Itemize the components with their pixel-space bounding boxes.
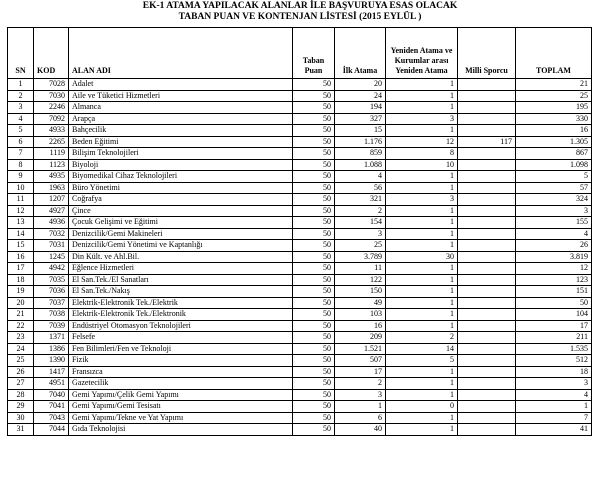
cell-alan-adi: Din Kült. ve Ahl.Bil. [69, 251, 293, 263]
table-row [8, 309, 592, 321]
table-row [8, 332, 592, 344]
cell-taban-puan: 50 [293, 378, 335, 390]
cell-kod: 7028 [34, 79, 69, 91]
cell-milli-sporcu [458, 194, 516, 206]
cell-toplam: 3.819 [516, 251, 592, 263]
cell-milli-sporcu [458, 401, 516, 413]
cell-kod: 4927 [34, 205, 69, 217]
header-yeniden-atama: Yeniden Atama ve Kurumlar arası Yeniden Atama [386, 28, 458, 79]
cell-alan-adi: Arapça [69, 113, 293, 125]
table-row [8, 90, 592, 102]
cell-ilk-atama: 25 [335, 240, 386, 252]
table-row [8, 412, 592, 424]
cell-alan-adi: Denizcilik/Gemi Makineleri [69, 228, 293, 240]
cell-taban-puan: 50 [293, 136, 335, 148]
header-ilk-atama: İlk Atama [335, 28, 386, 79]
cell-taban-puan: 50 [293, 205, 335, 217]
cell-alan-adi: Biyomedikal Cihaz Teknolojileri [69, 171, 293, 183]
cell-kod: 7030 [34, 90, 69, 102]
table-row [8, 251, 592, 263]
cell-toplam: 41 [516, 424, 592, 436]
cell-ilk-atama: 20 [335, 79, 386, 91]
cell-ilk-atama: 1 [335, 401, 386, 413]
cell-taban-puan: 50 [293, 171, 335, 183]
cell-ilk-atama: 15 [335, 125, 386, 137]
cell-taban-puan: 50 [293, 217, 335, 229]
cell-toplam: 12 [516, 263, 592, 275]
cell-toplam: 4 [516, 389, 592, 401]
cell-milli-sporcu [458, 378, 516, 390]
cell-alan-adi: Çince [69, 205, 293, 217]
cell-ilk-atama: 3.789 [335, 251, 386, 263]
cell-kod: 1371 [34, 332, 69, 344]
cell-yeniden-atama: 5 [386, 355, 458, 367]
cell-ilk-atama: 56 [335, 182, 386, 194]
cell-kod: 1963 [34, 182, 69, 194]
cell-alan-adi: El San.Tek./Nakış [69, 286, 293, 298]
cell-sn: 23 [8, 332, 34, 344]
cell-yeniden-atama: 2 [386, 332, 458, 344]
cell-ilk-atama: 4 [335, 171, 386, 183]
table-row [8, 378, 592, 390]
cell-taban-puan: 50 [293, 148, 335, 160]
cell-kod: 1245 [34, 251, 69, 263]
cell-yeniden-atama: 12 [386, 136, 458, 148]
cell-milli-sporcu [458, 332, 516, 344]
cell-sn: 6 [8, 136, 34, 148]
cell-taban-puan: 50 [293, 159, 335, 171]
cell-milli-sporcu [458, 297, 516, 309]
cell-kod: 7032 [34, 228, 69, 240]
cell-sn: 27 [8, 378, 34, 390]
cell-yeniden-atama: 1 [386, 366, 458, 378]
table-row [8, 343, 592, 355]
cell-taban-puan: 50 [293, 332, 335, 344]
header-milli-sporcu: Milli Sporcu [458, 28, 516, 79]
cell-ilk-atama: 122 [335, 274, 386, 286]
cell-yeniden-atama: 1 [386, 90, 458, 102]
header-sn: SN [8, 28, 34, 79]
cell-kod: 7043 [34, 412, 69, 424]
cell-yeniden-atama: 1 [386, 171, 458, 183]
table-row [8, 228, 592, 240]
cell-sn: 4 [8, 113, 34, 125]
cell-taban-puan: 50 [293, 343, 335, 355]
cell-yeniden-atama: 1 [386, 378, 458, 390]
cell-sn: 16 [8, 251, 34, 263]
cell-sn: 9 [8, 171, 34, 183]
cell-toplam: 155 [516, 217, 592, 229]
cell-kod: 7038 [34, 309, 69, 321]
cell-toplam: 3 [516, 205, 592, 217]
cell-ilk-atama: 11 [335, 263, 386, 275]
cell-milli-sporcu [458, 79, 516, 91]
cell-alan-adi: Aile ve Tüketici Hizmetleri [69, 90, 293, 102]
cell-toplam: 3 [516, 378, 592, 390]
cell-alan-adi: Elektrik-Elektronik Tek./Elektrik [69, 297, 293, 309]
cell-yeniden-atama: 3 [386, 113, 458, 125]
cell-kod: 1417 [34, 366, 69, 378]
cell-kod: 7040 [34, 389, 69, 401]
cell-kod: 7039 [34, 320, 69, 332]
cell-sn: 8 [8, 159, 34, 171]
cell-kod: 1386 [34, 343, 69, 355]
table-body [8, 79, 592, 436]
cell-milli-sporcu [458, 102, 516, 114]
table-row [8, 125, 592, 137]
cell-taban-puan: 50 [293, 274, 335, 286]
cell-milli-sporcu [458, 113, 516, 125]
cell-toplam: 7 [516, 412, 592, 424]
cell-taban-puan: 50 [293, 366, 335, 378]
cell-taban-puan: 50 [293, 297, 335, 309]
cell-kod: 7044 [34, 424, 69, 436]
cell-toplam: 867 [516, 148, 592, 160]
cell-sn: 19 [8, 286, 34, 298]
cell-taban-puan: 50 [293, 113, 335, 125]
cell-toplam: 25 [516, 90, 592, 102]
cell-milli-sporcu [458, 320, 516, 332]
cell-yeniden-atama: 1 [386, 182, 458, 194]
cell-sn: 14 [8, 228, 34, 240]
cell-ilk-atama: 103 [335, 309, 386, 321]
cell-toplam: 324 [516, 194, 592, 206]
cell-sn: 22 [8, 320, 34, 332]
cell-ilk-atama: 40 [335, 424, 386, 436]
cell-milli-sporcu [458, 240, 516, 252]
cell-alan-adi: Gıda Teknolojisi [69, 424, 293, 436]
cell-ilk-atama: 321 [335, 194, 386, 206]
cell-kod: 2265 [34, 136, 69, 148]
table-row [8, 320, 592, 332]
cell-sn: 28 [8, 389, 34, 401]
cell-milli-sporcu [458, 159, 516, 171]
cell-sn: 7 [8, 148, 34, 160]
cell-alan-adi: Bahçecilik [69, 125, 293, 137]
cell-kod: 2246 [34, 102, 69, 114]
quota-table [7, 27, 592, 436]
table-row [8, 171, 592, 183]
cell-yeniden-atama: 1 [386, 79, 458, 91]
title-line-2: TABAN PUAN VE KONTENJAN LİSTESİ (2015 EYLÜL ) [178, 12, 422, 22]
cell-yeniden-atama: 3 [386, 194, 458, 206]
cell-yeniden-atama: 0 [386, 401, 458, 413]
cell-milli-sporcu [458, 412, 516, 424]
table-row [8, 194, 592, 206]
cell-alan-adi: Gemi Yapımı/Tekne ve Yat Yapımı [69, 412, 293, 424]
cell-kod: 7035 [34, 274, 69, 286]
cell-milli-sporcu [458, 217, 516, 229]
cell-milli-sporcu [458, 171, 516, 183]
table-row [8, 79, 592, 91]
table-row [8, 240, 592, 252]
cell-taban-puan: 50 [293, 79, 335, 91]
cell-toplam: 211 [516, 332, 592, 344]
cell-kod: 7037 [34, 297, 69, 309]
cell-sn: 18 [8, 274, 34, 286]
cell-milli-sporcu [458, 125, 516, 137]
cell-alan-adi: El San.Tek./El Sanatları [69, 274, 293, 286]
cell-toplam: 512 [516, 355, 592, 367]
cell-toplam: 123 [516, 274, 592, 286]
cell-alan-adi: Endüstriyel Otomasyon Teknolojileri [69, 320, 293, 332]
cell-milli-sporcu [458, 274, 516, 286]
cell-sn: 11 [8, 194, 34, 206]
cell-kod: 7092 [34, 113, 69, 125]
cell-sn: 25 [8, 355, 34, 367]
cell-milli-sporcu [458, 90, 516, 102]
cell-sn: 12 [8, 205, 34, 217]
cell-milli-sporcu [458, 355, 516, 367]
cell-taban-puan: 50 [293, 389, 335, 401]
cell-sn: 15 [8, 240, 34, 252]
table-row [8, 159, 592, 171]
cell-taban-puan: 50 [293, 424, 335, 436]
cell-taban-puan: 50 [293, 90, 335, 102]
cell-milli-sporcu [458, 389, 516, 401]
cell-yeniden-atama: 1 [386, 424, 458, 436]
cell-ilk-atama: 507 [335, 355, 386, 367]
cell-toplam: 104 [516, 309, 592, 321]
cell-toplam: 57 [516, 182, 592, 194]
cell-alan-adi: Elektrik-Elektronik Tek./Elektronik [69, 309, 293, 321]
cell-toplam: 18 [516, 366, 592, 378]
cell-toplam: 1.305 [516, 136, 592, 148]
cell-ilk-atama: 2 [335, 205, 386, 217]
cell-ilk-atama: 1.521 [335, 343, 386, 355]
cell-milli-sporcu [458, 148, 516, 160]
cell-ilk-atama: 3 [335, 389, 386, 401]
cell-taban-puan: 50 [293, 251, 335, 263]
cell-sn: 29 [8, 401, 34, 413]
cell-alan-adi: Fen Bilimleri/Fen ve Teknoloji [69, 343, 293, 355]
cell-sn: 24 [8, 343, 34, 355]
cell-alan-adi: Fransızca [69, 366, 293, 378]
header-toplam: TOPLAM [516, 28, 592, 79]
cell-ilk-atama: 6 [335, 412, 386, 424]
cell-alan-adi: Büro Yönetimi [69, 182, 293, 194]
table-row [8, 286, 592, 298]
cell-sn: 13 [8, 217, 34, 229]
cell-alan-adi: Coğrafya [69, 194, 293, 206]
cell-yeniden-atama: 1 [386, 274, 458, 286]
table-row [8, 217, 592, 229]
cell-yeniden-atama: 1 [386, 412, 458, 424]
table-row [8, 263, 592, 275]
cell-ilk-atama: 327 [335, 113, 386, 125]
cell-kod: 1123 [34, 159, 69, 171]
cell-milli-sporcu: 117 [458, 136, 516, 148]
cell-yeniden-atama: 1 [386, 125, 458, 137]
cell-alan-adi: Gemi Yapımı/Gemi Tesisatı [69, 401, 293, 413]
cell-alan-adi: Almanca [69, 102, 293, 114]
cell-milli-sporcu [458, 343, 516, 355]
cell-alan-adi: Felsefe [69, 332, 293, 344]
cell-ilk-atama: 194 [335, 102, 386, 114]
table-row [8, 274, 592, 286]
header-taban-puan: Taban Puan [293, 28, 335, 79]
cell-alan-adi: Adalet [69, 79, 293, 91]
cell-kod: 1207 [34, 194, 69, 206]
table-header-row [8, 28, 592, 79]
cell-toplam: 4 [516, 228, 592, 240]
cell-alan-adi: Çocuk Gelişimi ve Eğitimi [69, 217, 293, 229]
cell-taban-puan: 50 [293, 240, 335, 252]
cell-alan-adi: Denizcilik/Gemi Yönetimi ve Kaptanlığı [69, 240, 293, 252]
cell-taban-puan: 50 [293, 412, 335, 424]
cell-sn: 30 [8, 412, 34, 424]
cell-toplam: 17 [516, 320, 592, 332]
cell-milli-sporcu [458, 205, 516, 217]
cell-milli-sporcu [458, 263, 516, 275]
cell-yeniden-atama: 1 [386, 228, 458, 240]
cell-ilk-atama: 154 [335, 217, 386, 229]
cell-ilk-atama: 1.088 [335, 159, 386, 171]
cell-alan-adi: Eğlence Hizmetleri [69, 263, 293, 275]
cell-yeniden-atama: 1 [386, 102, 458, 114]
cell-sn: 1 [8, 79, 34, 91]
cell-alan-adi: Fizik [69, 355, 293, 367]
cell-milli-sporcu [458, 286, 516, 298]
cell-sn: 26 [8, 366, 34, 378]
cell-milli-sporcu [458, 309, 516, 321]
cell-alan-adi: Biyoloji [69, 159, 293, 171]
cell-yeniden-atama: 30 [386, 251, 458, 263]
cell-sn: 31 [8, 424, 34, 436]
table-row [8, 389, 592, 401]
cell-ilk-atama: 3 [335, 228, 386, 240]
table-row [8, 401, 592, 413]
cell-toplam: 5 [516, 171, 592, 183]
cell-kod: 7036 [34, 286, 69, 298]
cell-yeniden-atama: 1 [386, 217, 458, 229]
cell-milli-sporcu [458, 251, 516, 263]
cell-yeniden-atama: 1 [386, 320, 458, 332]
cell-ilk-atama: 209 [335, 332, 386, 344]
cell-ilk-atama: 2 [335, 378, 386, 390]
table-row [8, 102, 592, 114]
cell-taban-puan: 50 [293, 125, 335, 137]
cell-kod: 7041 [34, 401, 69, 413]
cell-sn: 21 [8, 309, 34, 321]
cell-yeniden-atama: 1 [386, 286, 458, 298]
cell-kod: 4951 [34, 378, 69, 390]
cell-toplam: 1.098 [516, 159, 592, 171]
cell-taban-puan: 50 [293, 355, 335, 367]
cell-kod: 7031 [34, 240, 69, 252]
table-row [8, 113, 592, 125]
cell-yeniden-atama: 1 [386, 263, 458, 275]
cell-toplam: 21 [516, 79, 592, 91]
cell-sn: 20 [8, 297, 34, 309]
cell-yeniden-atama: 1 [386, 240, 458, 252]
cell-kod: 4942 [34, 263, 69, 275]
cell-kod: 4935 [34, 171, 69, 183]
table-row [8, 355, 592, 367]
cell-taban-puan: 50 [293, 320, 335, 332]
cell-toplam: 195 [516, 102, 592, 114]
cell-toplam: 50 [516, 297, 592, 309]
cell-sn: 17 [8, 263, 34, 275]
cell-toplam: 330 [516, 113, 592, 125]
cell-yeniden-atama: 1 [386, 205, 458, 217]
cell-milli-sporcu [458, 228, 516, 240]
table-row [8, 297, 592, 309]
cell-taban-puan: 50 [293, 194, 335, 206]
cell-yeniden-atama: 8 [386, 148, 458, 160]
table-row [8, 366, 592, 378]
cell-alan-adi: Beden Eğitimi [69, 136, 293, 148]
cell-sn: 3 [8, 102, 34, 114]
header-alan-adi: ALAN ADI [69, 28, 293, 79]
cell-taban-puan: 50 [293, 401, 335, 413]
cell-taban-puan: 50 [293, 228, 335, 240]
document-title [0, 1, 600, 23]
cell-yeniden-atama: 1 [386, 389, 458, 401]
cell-taban-puan: 50 [293, 102, 335, 114]
cell-ilk-atama: 24 [335, 90, 386, 102]
cell-sn: 10 [8, 182, 34, 194]
cell-toplam: 26 [516, 240, 592, 252]
cell-sn: 2 [8, 90, 34, 102]
cell-yeniden-atama: 1 [386, 297, 458, 309]
header-kod: KOD [34, 28, 69, 79]
cell-alan-adi: Gazetecilik [69, 378, 293, 390]
cell-taban-puan: 50 [293, 309, 335, 321]
cell-toplam: 1 [516, 401, 592, 413]
cell-kod: 4936 [34, 217, 69, 229]
cell-ilk-atama: 17 [335, 366, 386, 378]
title-line-1: EK-1 ATAMA YAPILACAK ALANLAR İLE BAŞVURUYA ESAS OLACAK [142, 1, 458, 11]
cell-taban-puan: 50 [293, 263, 335, 275]
cell-yeniden-atama: 14 [386, 343, 458, 355]
cell-toplam: 151 [516, 286, 592, 298]
cell-sn: 5 [8, 125, 34, 137]
cell-ilk-atama: 1.176 [335, 136, 386, 148]
cell-ilk-atama: 859 [335, 148, 386, 160]
cell-yeniden-atama: 1 [386, 309, 458, 321]
cell-kod: 4933 [34, 125, 69, 137]
cell-milli-sporcu [458, 424, 516, 436]
cell-taban-puan: 50 [293, 182, 335, 194]
table-row [8, 424, 592, 436]
cell-toplam: 16 [516, 125, 592, 137]
cell-ilk-atama: 16 [335, 320, 386, 332]
cell-toplam: 1.535 [516, 343, 592, 355]
cell-ilk-atama: 49 [335, 297, 386, 309]
cell-alan-adi: Bilişim Teknolojileri [69, 148, 293, 160]
cell-milli-sporcu [458, 182, 516, 194]
table-row [8, 148, 592, 160]
cell-milli-sporcu [458, 366, 516, 378]
table-row [8, 182, 592, 194]
table-row [8, 136, 592, 148]
table-row [8, 205, 592, 217]
cell-alan-adi: Gemi Yapımı/Çelik Gemi Yapımı [69, 389, 293, 401]
cell-ilk-atama: 150 [335, 286, 386, 298]
cell-yeniden-atama: 10 [386, 159, 458, 171]
cell-kod: 1119 [34, 148, 69, 160]
cell-taban-puan: 50 [293, 286, 335, 298]
cell-kod: 1390 [34, 355, 69, 367]
